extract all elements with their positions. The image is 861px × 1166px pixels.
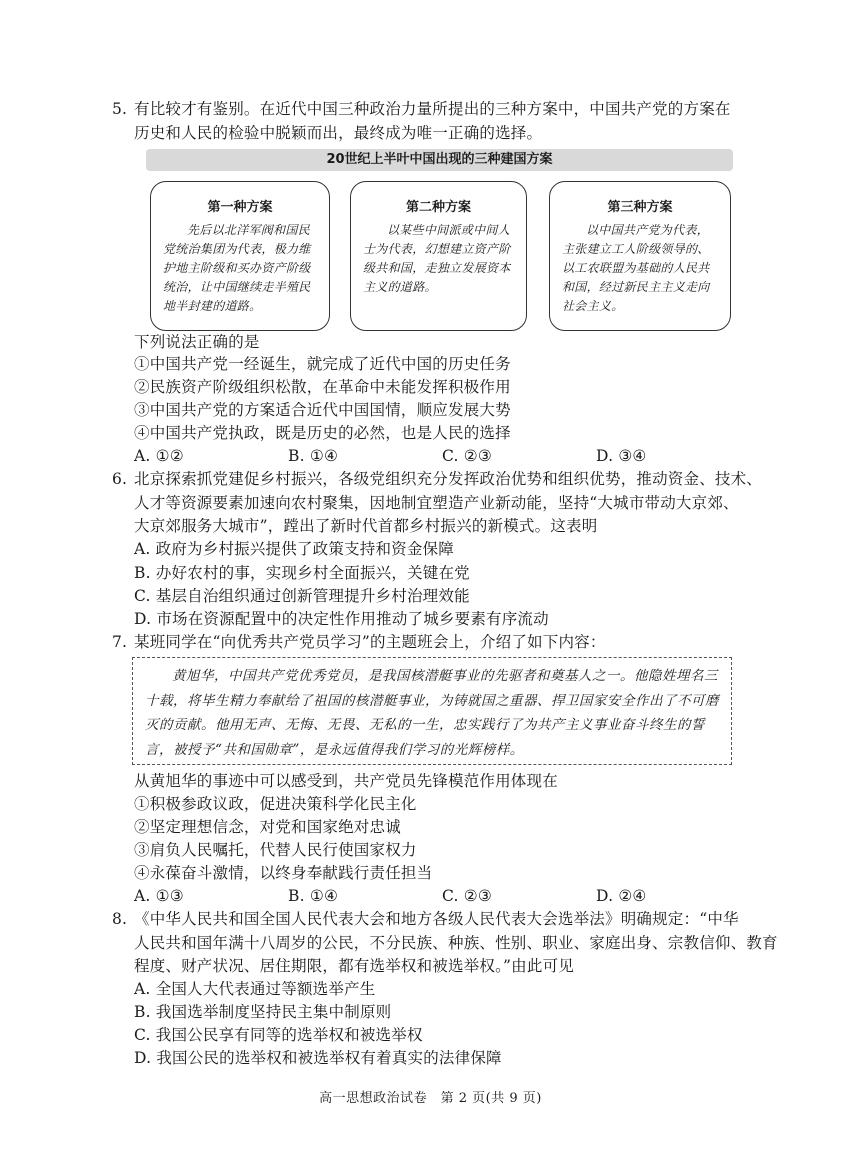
q7-options xyxy=(134,885,750,907)
q7-statement-1: ①积极参政议政，促进决策科学化民主化 xyxy=(134,795,417,813)
q6-number: 6. xyxy=(112,470,128,488)
q6-stem-line2: 人才等资源要素加速向农村聚集，因地制宜塑造产业新动能，坚持“大城市带动大京郊、 xyxy=(134,494,739,512)
q8-choice-a[interactable]: A. 全国人大代表通过等额选举产生 xyxy=(134,980,376,998)
q5-statement-2: ②民族资产阶级组织松散，在革命中未能发挥积极作用 xyxy=(134,378,511,396)
q8-stem-line3: 程度、财产状况、居住期限，都有选举权和被选举权。”由此可见 xyxy=(134,957,574,975)
q7-option-a[interactable]: A. ①③ xyxy=(134,887,184,905)
q5-stem-line1: 5. 有比较才有鉴别。在近代中国三种政治力量所提出的三种方案中，中国共产党的方案在 xyxy=(112,100,731,118)
q6-choice-d[interactable]: D. 市场在资源配置中的决定性作用推动了城乡要素有序流动 xyxy=(134,610,549,628)
q5-options xyxy=(134,445,750,467)
q5-card-3 xyxy=(549,181,731,331)
q8-stem-line1: 8. 《中华人民共和国全国人民代表大会和地方各级人民代表大会选举法》明确规定：“中华 xyxy=(112,910,739,928)
q7-quote-box xyxy=(132,657,732,765)
q8-choice-d[interactable]: D. 我国公民的选举权和被选举权有着真实的法律保障 xyxy=(134,1049,502,1067)
q6-stem-line1: 6. 北京探索抓党建促乡村振兴，各级党组织充分发挥政治优势和组织优势，推动资金、技术、 xyxy=(112,470,763,488)
q7-statement-4: ④永葆奋斗激情，以终身奉献践行责任担当 xyxy=(134,864,433,882)
q7-option-b[interactable]: B. ①④ xyxy=(288,887,339,905)
q8-stem-line2: 人民共和国年满十八周岁的公民，不分民族、种族、性别、职业、家庭出身、宗教信仰、教育 xyxy=(134,934,778,952)
q5-banner-title: 20世纪上半叶中国出现的三种建国方案 xyxy=(146,149,733,171)
q8-number: 8. xyxy=(112,910,128,928)
q7-stem-line1: 7. 某班同学在“向优秀共产党员学习”的主题班会上，介绍了如下内容： xyxy=(112,633,606,651)
card-title: 第三种方案 xyxy=(607,200,673,215)
card-body: 以中国共产党为代表，主张建立工人阶级领导的、以工农联盟为基础的人民共和国，经过新民主主义走向社会主义。 xyxy=(562,223,710,313)
q5-statement-4: ④中国共产党执政，既是历史的必然，也是人民的选择 xyxy=(134,424,511,442)
q5-card-1 xyxy=(150,181,330,331)
q7-statement-3: ③肩负人民嘱托，代替人民行使国家权力 xyxy=(134,841,417,859)
q5-prompt: 下列说法正确的是 xyxy=(134,333,260,351)
q7-prompt: 从黄旭华的事迹中可以感受到，共产党员先锋模范作用体现在 xyxy=(134,772,558,790)
q5-stem-line2: 历史和人民的检验中脱颖而出，最终成为唯一正确的选择。 xyxy=(134,124,543,142)
q7-quote-text: 黄旭华，中国共产党优秀党员，是我国核潜艇事业的先驱者和奠基人之一。他隐姓埋名三十载，将毕生精力奉献给了祖国的核潜艇事业，为铸就国之重器、捍卫国家安全作出了不可磨灭的贡献。他用无声、无悔、无畏、无私的一生，忠实践行了为共产主义事业奋斗终生的誓言，被授予“共和国勋章”，是永远值得我们学习的光辉榜样。 xyxy=(145,668,719,758)
q7-number: 7. xyxy=(112,633,128,651)
q6-stem-line3: 大京郊服务大城市”，蹚出了新时代首都乡村振兴的新模式。这表明 xyxy=(134,517,598,535)
q5-statement-1: ①中国共产党一经诞生，就完成了近代中国的历史任务 xyxy=(134,355,511,373)
page-footer: 高一思想政治试卷 第 2 页(共 9 页) xyxy=(319,1091,542,1106)
card-body: 先后以北洋军阀和国民党统治集团为代表，极力维护地主阶级和买办资产阶级统治，让中国继续走半殖民地半封建的道路。 xyxy=(163,223,311,313)
q6-choice-b[interactable]: B. 办好农村的事，实现乡村全面振兴，关键在党 xyxy=(134,564,470,582)
card-title: 第一种方案 xyxy=(207,200,273,215)
q7-statement-2: ②坚定理想信念，对党和国家绝对忠诚 xyxy=(134,818,401,836)
q7-option-c[interactable]: C. ②③ xyxy=(442,887,492,905)
q7-option-d[interactable]: D. ②④ xyxy=(596,887,647,905)
q8-choice-c[interactable]: C. 我国公民享有同等的选举权和被选举权 xyxy=(134,1026,423,1044)
q5-card-2 xyxy=(350,181,527,331)
card-title: 第二种方案 xyxy=(405,200,471,215)
q8-choice-b[interactable]: B. 我国选举制度坚持民主集中制原则 xyxy=(134,1003,392,1021)
q5-option-c[interactable]: C. ②③ xyxy=(442,447,492,465)
q5-option-d[interactable]: D. ③④ xyxy=(596,447,647,465)
q5-number: 5. xyxy=(112,100,128,118)
card-body: 以某些中间派或中间人士为代表，幻想建立资产阶级共和国，走独立发展资本主义的道路。 xyxy=(363,223,511,294)
q5-statement-3: ③中国共产党的方案适合近代中国国情，顺应发展大势 xyxy=(134,401,511,419)
q6-choice-c[interactable]: C. 基层自治组织通过创新管理提升乡村治理效能 xyxy=(134,587,470,605)
q5-option-b[interactable]: B. ①④ xyxy=(288,447,339,465)
q6-choice-a[interactable]: A. 政府为乡村振兴提供了政策支持和资金保障 xyxy=(134,540,454,558)
q5-option-a[interactable]: A. ①② xyxy=(134,447,184,465)
